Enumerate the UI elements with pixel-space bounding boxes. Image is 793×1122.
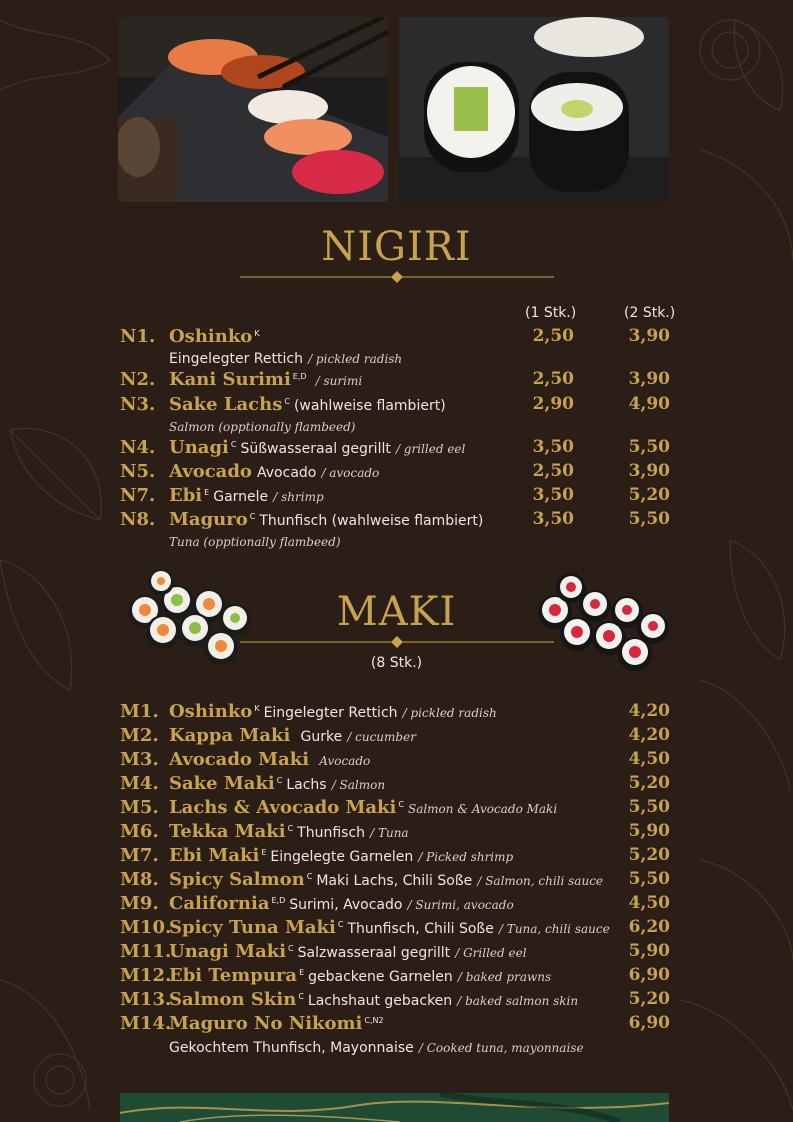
price: 4,50 (628, 893, 670, 913)
price-1pc: 2,50 (532, 326, 574, 346)
item-desc-de: Thunfisch, Chili Soße (347, 921, 494, 937)
item-desc-en: / Tuna (370, 826, 409, 840)
item-name: Unagi Maki (169, 941, 287, 962)
price-2pc: 5,20 (628, 485, 670, 505)
price-1pc: 2,50 (532, 369, 574, 389)
allergen-code: K (254, 703, 260, 713)
item-code: N1. (120, 326, 156, 347)
item-name: Ebi (169, 485, 203, 506)
item-code: N2. (120, 369, 156, 390)
item-desc-de: Eingelegte Garnelen (270, 849, 414, 865)
item-code: M1. (120, 701, 159, 722)
item-desc-de: Thunfisch (wahlweise flambiert) (259, 513, 484, 529)
item-line (169, 437, 465, 458)
menu-row (0, 725, 793, 749)
menu-row (0, 773, 793, 797)
maki-photo (399, 17, 669, 202)
allergen-code: C (398, 799, 404, 809)
maki-count: (8 Stk.) (370, 655, 423, 671)
allergen-code: C,N2 (364, 1015, 384, 1025)
price: 6,90 (628, 1013, 670, 1033)
item-desc-de: Thunfisch (297, 825, 366, 841)
item-desc-en: / grilled eel (395, 442, 466, 456)
item-name: Oshinko (169, 326, 253, 347)
item-code: N5. (120, 461, 156, 482)
menu-row (0, 821, 793, 845)
item-subline (169, 348, 402, 367)
item-desc-de: Eingelegter Rettich (263, 705, 398, 721)
item-name: Avocado Maki (169, 749, 310, 770)
allergen-code: C (230, 439, 237, 449)
price-2pc: 5,50 (628, 437, 670, 457)
item-name: Sake Maki (169, 773, 275, 794)
price: 5,20 (628, 773, 670, 793)
allergen-code: C (337, 919, 344, 929)
item-line (169, 965, 551, 986)
item-subline (169, 531, 341, 550)
price-2pc: 3,90 (628, 326, 670, 346)
item-desc-de: Lachshaut gebacken (307, 993, 453, 1009)
item-line (169, 797, 557, 818)
price: 4,20 (628, 725, 670, 745)
item-name: Unagi (169, 437, 229, 458)
allergen-code: E (261, 847, 267, 857)
item-line (169, 845, 513, 866)
menu-row (0, 917, 793, 941)
item-name: Salmon Skin (169, 989, 297, 1010)
item-line (169, 989, 578, 1010)
item-name: California (169, 893, 270, 914)
allergen-code: E,D (292, 371, 307, 381)
item-desc-en: / Salmon, chili sauce (477, 874, 604, 888)
item-desc-de: Süßwasseraal gegrillt (240, 441, 391, 457)
menu-row (0, 509, 793, 549)
menu-row (0, 869, 793, 893)
menu-row (0, 989, 793, 1013)
item-name: Spicy Salmon (169, 869, 305, 890)
price: 6,20 (628, 917, 670, 937)
item-code: M13. (120, 989, 172, 1010)
item-name: Ebi Tempura (169, 965, 298, 986)
item-desc-en: / surimi (315, 374, 363, 388)
price: 6,90 (628, 965, 670, 985)
item-code: M3. (120, 749, 159, 770)
item-line (169, 773, 385, 794)
item-name: Kappa Maki (169, 725, 291, 746)
item-desc-de: Salzwasseraal gegrillt (297, 945, 451, 961)
item-desc-de: gebackene Garnelen (308, 969, 453, 985)
item-desc-en: / avocado (321, 466, 380, 480)
item-line (169, 1013, 388, 1034)
item-code: M4. (120, 773, 159, 794)
menu-row (0, 1013, 793, 1056)
item-desc-en: / shrimp (273, 490, 324, 504)
menu-row (0, 369, 793, 393)
item-desc-de: (wahlweise flambiert) (293, 398, 446, 414)
item-desc-en: / pickled radish (308, 352, 403, 366)
item-line (169, 941, 527, 962)
menu-row (0, 437, 793, 461)
item-line (169, 369, 362, 390)
item-desc-de: Garnele (213, 489, 269, 505)
item-code: M10. (120, 917, 172, 938)
allergen-code: C (288, 943, 294, 953)
price-2pc: 4,90 (628, 394, 670, 414)
item-desc-en: / Picked shrimp (418, 850, 514, 864)
allergen-code: C (287, 823, 294, 833)
item-subline (169, 416, 355, 435)
item-name: Ebi Maki (169, 845, 260, 866)
item-desc-en: Avocado (319, 754, 371, 768)
item-desc-en: / Surimi, avocado (407, 898, 514, 912)
allergen-code: C (284, 396, 290, 406)
item-name: Maguro (169, 509, 248, 530)
item-name: Avocado (169, 461, 252, 482)
item-desc-en: Salmon (opptionally flambeed) (169, 420, 356, 434)
item-code: N8. (120, 509, 156, 530)
menu-row (0, 797, 793, 821)
item-desc-en: / pickled radish (402, 706, 497, 720)
item-code: N3. (120, 394, 156, 415)
price-2pc: 3,90 (628, 369, 670, 389)
item-code: N4. (120, 437, 156, 458)
menu-row (0, 461, 793, 485)
item-line (169, 893, 514, 914)
title-divider (240, 635, 554, 649)
item-line (169, 869, 603, 890)
price-1pc: 3,50 (532, 509, 574, 529)
item-name: Kani Surimi (169, 369, 291, 390)
allergen-code: C (249, 511, 256, 521)
column-header-1pc: (1 Stk.) (525, 305, 577, 321)
allergen-code: C (306, 871, 313, 881)
price: 4,50 (628, 749, 670, 769)
item-line (169, 461, 379, 482)
item-code: M7. (120, 845, 159, 866)
item-desc-en: / Cooked tuna, mayonnaise (418, 1041, 584, 1055)
allergen-code: E,D (271, 895, 286, 905)
menu-row (0, 485, 793, 509)
item-code: M5. (120, 797, 159, 818)
item-name: Maguro No Nikomi (169, 1013, 363, 1034)
item-desc-en: / Grilled eel (455, 946, 527, 960)
item-line (169, 917, 610, 938)
item-desc-de: Gekochtem Thunfisch, Mayonnaise (169, 1040, 414, 1056)
item-desc-en: / baked prawns (457, 970, 552, 984)
price: 5,90 (628, 821, 670, 841)
menu-row (0, 701, 793, 725)
item-code: M8. (120, 869, 159, 890)
menu-row (0, 893, 793, 917)
item-desc-en: / cucumber (347, 730, 416, 744)
item-name: Oshinko (169, 701, 253, 722)
marble-banner (120, 1093, 669, 1122)
allergen-code: E (204, 487, 210, 497)
item-desc-de: Gurke (300, 729, 343, 745)
item-desc-en: Salmon & Avocado Maki (407, 802, 558, 816)
item-desc-de: Lachs (286, 777, 327, 793)
item-desc-en: Tuna (opptionally flambeed) (169, 535, 341, 549)
item-name: Lachs & Avocado Maki (169, 797, 397, 818)
menu-row (0, 845, 793, 869)
item-desc-en: / Salmon (331, 778, 386, 792)
price-2pc: 3,90 (628, 461, 670, 481)
item-name: Sake Lachs (169, 394, 283, 415)
title-divider (240, 270, 554, 284)
menu-row (0, 394, 793, 434)
item-line (169, 701, 497, 722)
maki-title: MAKI (336, 589, 457, 635)
item-line (169, 394, 446, 415)
price-2pc: 5,50 (628, 509, 670, 529)
item-desc-de: Maki Lachs, Chili Soße (316, 873, 473, 889)
item-desc-de: Surimi, Avocado (289, 897, 403, 913)
price: 5,20 (628, 989, 670, 1009)
price-1pc: 2,90 (532, 394, 574, 414)
nigiri-title: NIGIRI (321, 224, 472, 270)
menu-row (0, 941, 793, 965)
item-code: N7. (120, 485, 156, 506)
item-code: M12. (120, 965, 172, 986)
item-line (169, 326, 264, 347)
price-1pc: 3,50 (532, 485, 574, 505)
nigiri-photo (118, 17, 388, 202)
item-line (169, 749, 370, 770)
allergen-code: C (298, 991, 304, 1001)
item-subline (169, 1037, 584, 1056)
item-line (169, 485, 324, 506)
item-line (169, 821, 409, 842)
item-line (169, 725, 416, 746)
price: 4,20 (628, 701, 670, 721)
price: 5,50 (628, 797, 670, 817)
item-name: Tekka Maki (169, 821, 286, 842)
allergen-code: E (299, 967, 305, 977)
price: 5,50 (628, 869, 670, 889)
item-desc-en: / baked salmon skin (457, 994, 579, 1008)
item-name: Spicy Tuna Maki (169, 917, 336, 938)
price: 5,20 (628, 845, 670, 865)
menu-row (0, 326, 793, 367)
price-1pc: 2,50 (532, 461, 574, 481)
item-code: M14. (120, 1013, 172, 1034)
item-line (169, 509, 483, 530)
menu-row (0, 965, 793, 989)
column-header-2pc: (2 Stk.) (624, 305, 676, 321)
price-1pc: 3,50 (532, 437, 574, 457)
item-desc-en: / Tuna, chili sauce (498, 922, 610, 936)
allergen-code: K (254, 328, 260, 338)
item-code: M6. (120, 821, 159, 842)
item-code: M11. (120, 941, 172, 962)
item-code: M9. (120, 893, 159, 914)
menu-row (0, 749, 793, 773)
item-desc-de: Eingelegter Rettich (169, 351, 303, 367)
price: 5,90 (628, 941, 670, 961)
allergen-code: C (276, 775, 283, 785)
item-desc-de: Avocado (257, 465, 317, 481)
item-code: M2. (120, 725, 159, 746)
